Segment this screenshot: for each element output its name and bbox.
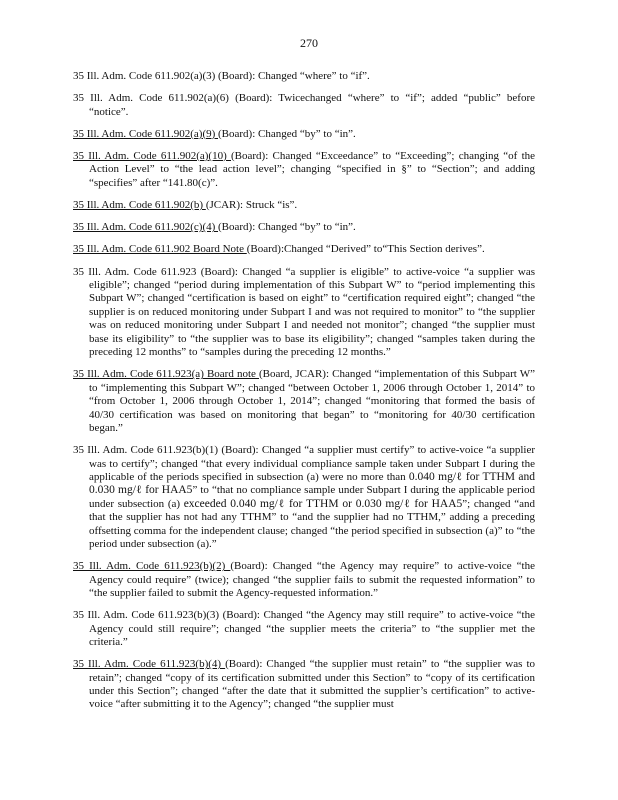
- entry-citation: 35 Ill. Adm. Code 611.902 Board Note: [73, 243, 247, 256]
- amendment-entry: [73, 368, 535, 435]
- amendment-entry: [73, 221, 535, 234]
- entry-citation: 35 Ill. Adm. Code 611.923(a) Board note: [73, 368, 259, 381]
- entry-citation: 35 Ill. Adm. Code 611.902(c)(4): [73, 221, 219, 234]
- entry-text: ”; changed “and that the supplier has not had any TTHM” to “and the supplier had no TTHM,” adding a preceding offsetting comma for the independent clause; changed “the period specified in subsection (a)” to “the period under subsection (a).”: [89, 497, 535, 550]
- entry-citation: 35 Ill. Adm. Code 611.923(b)(2): [73, 560, 231, 573]
- amendment-entry: [73, 444, 535, 551]
- entry-text: (Board):Changed “Derived” to“This Section derives”.: [246, 243, 485, 256]
- entry-text: (Board): Changed “by” to “in”.: [218, 127, 356, 140]
- amendment-entry: [73, 243, 535, 256]
- amendment-entry: [73, 150, 535, 190]
- entry-text: (JCAR): Struck “is”.: [205, 199, 298, 212]
- amendment-entry: [73, 92, 535, 119]
- entry-citation: 35 Ill. Adm. Code 611.902(b): [73, 199, 206, 212]
- amendment-entry: [73, 70, 535, 83]
- entry-text: (Board): Changed “the Agency may require” to active-voice “the Agency could require” (twice); changed “the supplier fails to submit the requested information” to “the supplier failed to submit the Agency-requested information.”: [89, 560, 535, 599]
- entry-text: 35 Ill. Adm. Code 611.902(a)(6) (Board): Twicechanged “where” to “if”; added “public” before “notice”.: [73, 92, 535, 118]
- entry-text: 35 Ill. Adm. Code 611.923(b)(3) (Board): Changed “the Agency may still require” to active-voice “the Agency could still require”; changed “the supplier meets the criteria” to “the supplier met the criteria.”: [73, 609, 535, 648]
- amendment-list: [73, 70, 535, 721]
- entry-text: (Board): Changed “by” to “in”.: [218, 221, 356, 234]
- amendment-entry: [73, 609, 535, 649]
- entry-text: (Board): Changed “the supplier must retain” to “the supplier was to retain”; changed “copy of its certification submitted under this Section” to “copy of its certification under this Section”; changed “after the date that it submitted the supplier’s certification” to active-voice “after submitting it to the Agency”; changed “the supplier must: [89, 658, 536, 711]
- entry-text: ” to “that no compliance sample under Subpart I during the applicable period under subsection (a): [89, 484, 535, 510]
- amendment-entry: [73, 560, 535, 600]
- entry-text-emphasis: 0.040 mg/ℓ for TTHM and 0.030 mg/ℓ for HAA5: [89, 470, 535, 497]
- amendment-entry: [73, 658, 535, 712]
- entry-citation: 35 Ill. Adm. Code 611.923(b)(4): [73, 658, 226, 671]
- amendment-entry: [73, 199, 535, 212]
- entry-citation: 35 Ill. Adm. Code 611.902(a)(9): [73, 127, 219, 140]
- amendment-entry: [73, 128, 535, 141]
- entry-text: (Board, JCAR): Changed “implementation of this Subpart W” to “implementing this Subpart W”; changed “between October 1, 2006 through October 1, 2014” to “from October 1, 2006 through October 1, 2014”; changed “monitoring that formed the basis of 40/30 certification was based on monitoring that began” to “monitoring for 40/30 certification began.”: [89, 368, 536, 434]
- entry-citation: 35 Ill. Adm. Code 611.902(a)(10): [73, 150, 232, 163]
- page-number: 270: [300, 36, 318, 50]
- entry-text: 35 Ill. Adm. Code 611.902(a)(3) (Board): Changed “where” to “if”.: [73, 70, 370, 82]
- entry-text: (Board): Changed “Exceedance” to “Exceeding”; changing “of the Action Level” to “the lead action level”; changing “specified in §” to “Section”; and adding “specifies” after “141.80(c)”.: [89, 150, 536, 189]
- entry-text: 35 Ill. Adm. Code 611.923 (Board): Changed “a supplier is eligible” to active-voice “a supplier was eligible”; changed “period during implementation of this Subpart W” to “period implementing this Subpart W”; changed “certification is based on eight” to “certification required eight”; changed “the supplier is on reduced monitoring under Subpart I and was not required to monitor” to “the supplier was on reduced monitoring under Subpart I and needed not monitor”; changed “the supplier must base its eligibility” to “the supplier was to base its eligibility”; changed “samples taken during the preceding 12 months” to “samples during the preceding 12 months.”: [73, 265, 535, 359]
- entry-text-emphasis: exceeded 0.040 mg/ℓ for TTHM or 0.030 mg/ℓ for HAA5: [183, 497, 463, 510]
- amendment-entry: [73, 266, 535, 360]
- entry-text: 35 Ill. Adm. Code 611.923(b)(1) (Board): Changed “a supplier must certify” to active-voice “a supplier was to certify”; changed “that every individual compliance sample taken under Subpart I during the applicable of the periods specified in subsection (a) were no more than: [73, 444, 535, 483]
